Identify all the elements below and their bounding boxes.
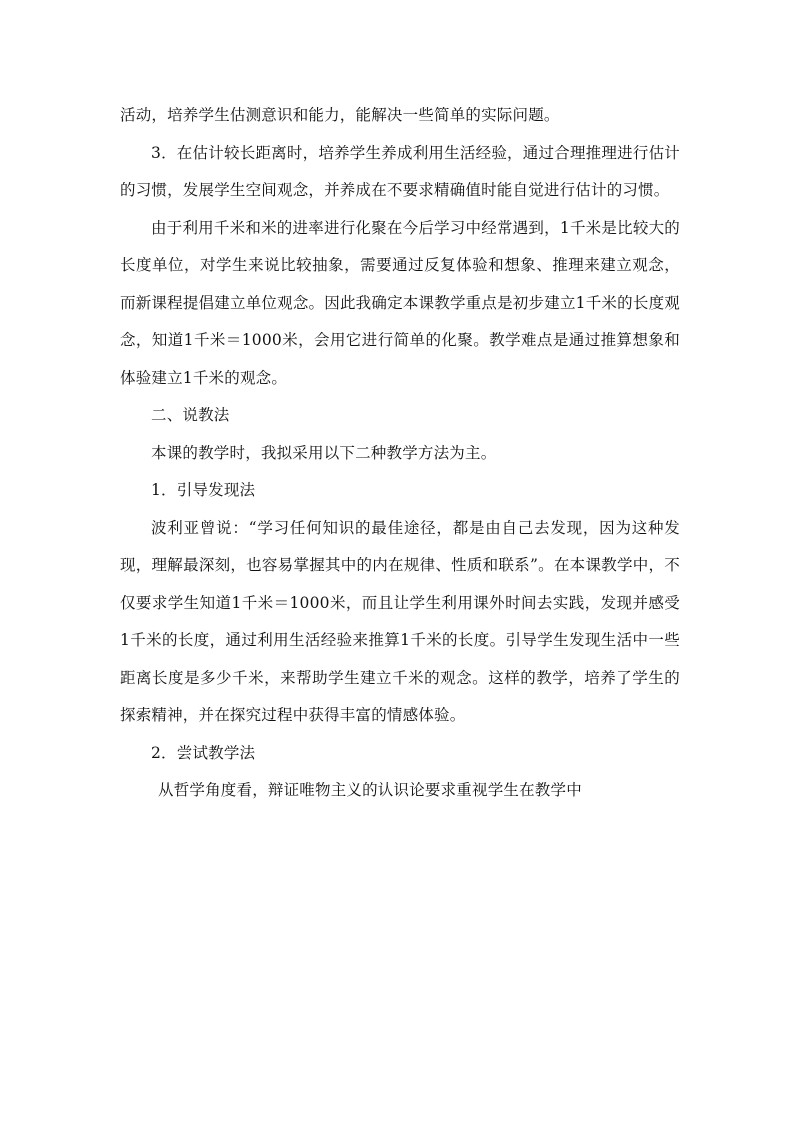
- paragraph-key-points: 由于利用千米和米的进率进行化聚在今后学习中经常遇到，1千米是比较大的长度单位，对学生来说比较抽象，需要通过反复体验和想象、推理来建立观念，而新课程提倡建立单位观念。因此我确定本课教学重点是初步建立1千米的长度观念，知道1千米＝1000米，会用它进行简单的化聚。教学难点是通过推算想象和体验建立1千米的观念。: [120, 218, 680, 387]
- paragraph-objective-3: 3．在估计较长距离时，培养学生养成利用生活经验，通过合理推理进行估计的习惯，发展学生空间观念，并养成在不要求精确值时能自觉进行估计的习惯。: [120, 143, 680, 199]
- paragraph-continuation: 活动，培养学生估测意识和能力，能解决一些简单的实际问题。: [120, 106, 560, 124]
- section-heading-teaching-methods: 二、说教法: [151, 406, 230, 424]
- subheading-guided-discovery: 1．引导发现法: [151, 481, 256, 499]
- document-page: [120, 97, 680, 810]
- paragraph-methods-intro: 本课的教学时，我拟采用以下二种教学方法为主。: [151, 443, 497, 462]
- paragraph-guided-discovery: 波利亚曾说：“学习任何知识的最佳途径，都是由自己去发现，因为这种发现，理解最深刻，也容易掌握其中的内在规律、性质和联系”。在本课教学中，不仅要求学生知道1千米＝1000米，而且让学生利用课外时间去实践，发现并感受1千米的长度，通过利用生活经验来推算1千米的长度。引导学生发现生活中一些距离长度是多少千米，来帮助学生建立千米的观念。这样的教学，培养了学生的探索精神，并在探究过程中获得丰富的情感体验。: [120, 518, 680, 724]
- subheading-trial-teaching: 2．尝试教学法: [151, 743, 256, 762]
- paragraph-trial-teaching: 从哲学角度看，辩证唯物主义的认识论要求重视学生在教学中: [158, 781, 582, 799]
